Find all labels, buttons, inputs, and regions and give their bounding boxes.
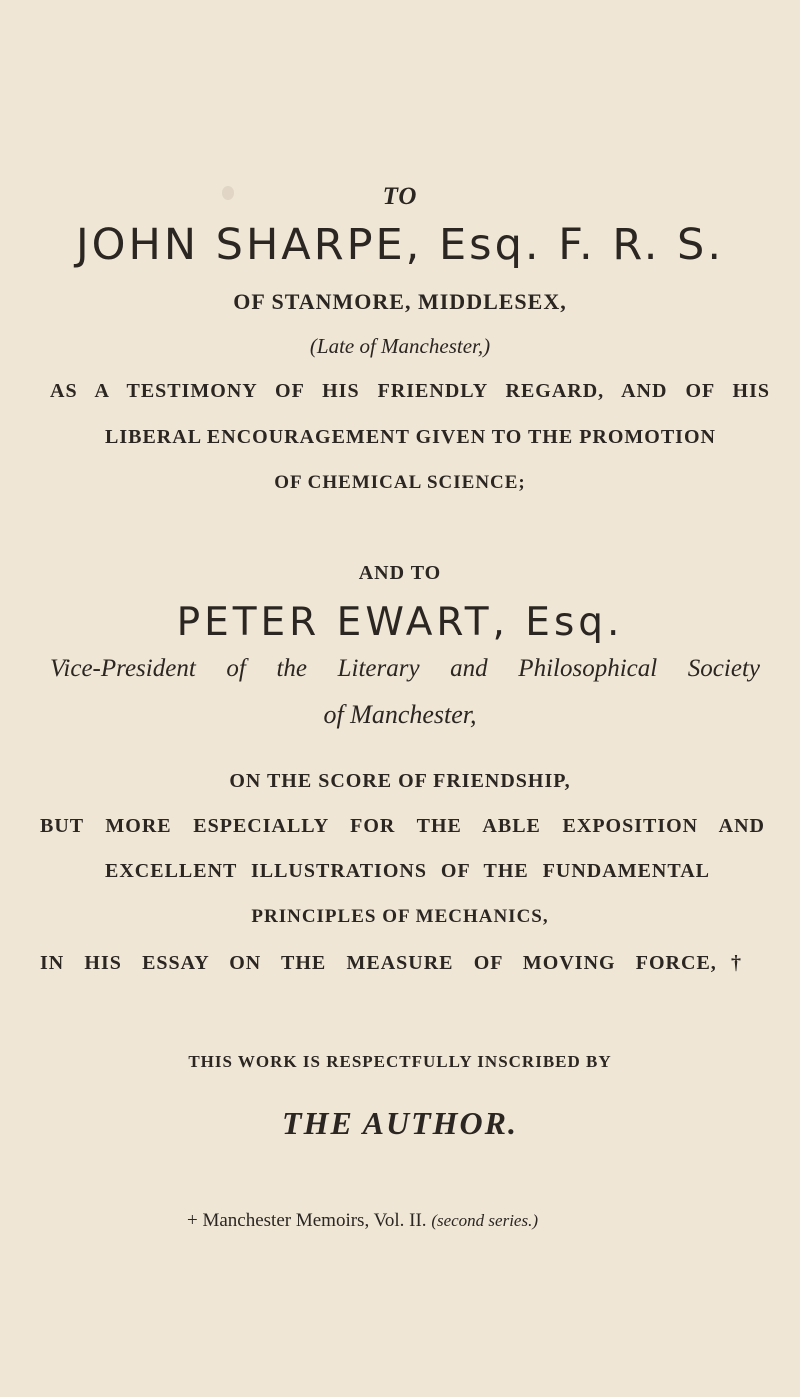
footnote xyxy=(187,1210,747,1232)
testimony-line-2: LIBERAL ENCOURAGEMENT GIVEN TO THE PROMOTION xyxy=(105,426,716,448)
recipient-title-line-2: of Manchester, xyxy=(323,700,477,729)
recipient-title-line-1: Vice-President of the Literary and Philosophical Society xyxy=(50,655,760,682)
recipient-name-ewart: PETER EWART, Esq. xyxy=(176,600,624,645)
recipient-late-of: (Late of Manchester,) xyxy=(309,334,491,358)
reason-line-1: BUT MORE ESPECIALLY FOR THE ABLE EXPOSITION AND xyxy=(40,815,765,837)
inscribed-line: THIS WORK IS RESPECTFULLY INSCRIBED BY xyxy=(188,1052,612,1071)
footnote-series: (second series.) xyxy=(431,1211,539,1230)
and-to: AND TO xyxy=(358,562,442,584)
reason-line-2: EXCELLENT ILLUSTRATIONS OF THE FUNDAMENTAL xyxy=(105,860,710,882)
testimony-line-1: AS A TESTIMONY OF HIS FRIENDLY REGARD, AND OF HIS xyxy=(50,380,770,402)
footnote-main: + Manchester Memoirs, Vol. II. xyxy=(187,1210,427,1231)
reason-line-3: PRINCIPLES OF MECHANICS, xyxy=(251,906,549,927)
recipient-name-sharpe: JOHN SHARPE, Esq. F. R. S. xyxy=(75,220,725,270)
dedication-to: TO xyxy=(382,183,418,210)
testimony-line-3: OF CHEMICAL SCIENCE; xyxy=(274,472,526,493)
friendship-line: ON THE SCORE OF FRIENDSHIP, xyxy=(229,770,571,792)
recipient-place-stanmore: OF STANMORE, MIDDLESEX, xyxy=(233,289,567,314)
reason-line-4: IN HIS ESSAY ON THE MEASURE OF MOVING FORCE,† xyxy=(40,952,742,974)
author-signature: THE AUTHOR. xyxy=(282,1105,518,1141)
